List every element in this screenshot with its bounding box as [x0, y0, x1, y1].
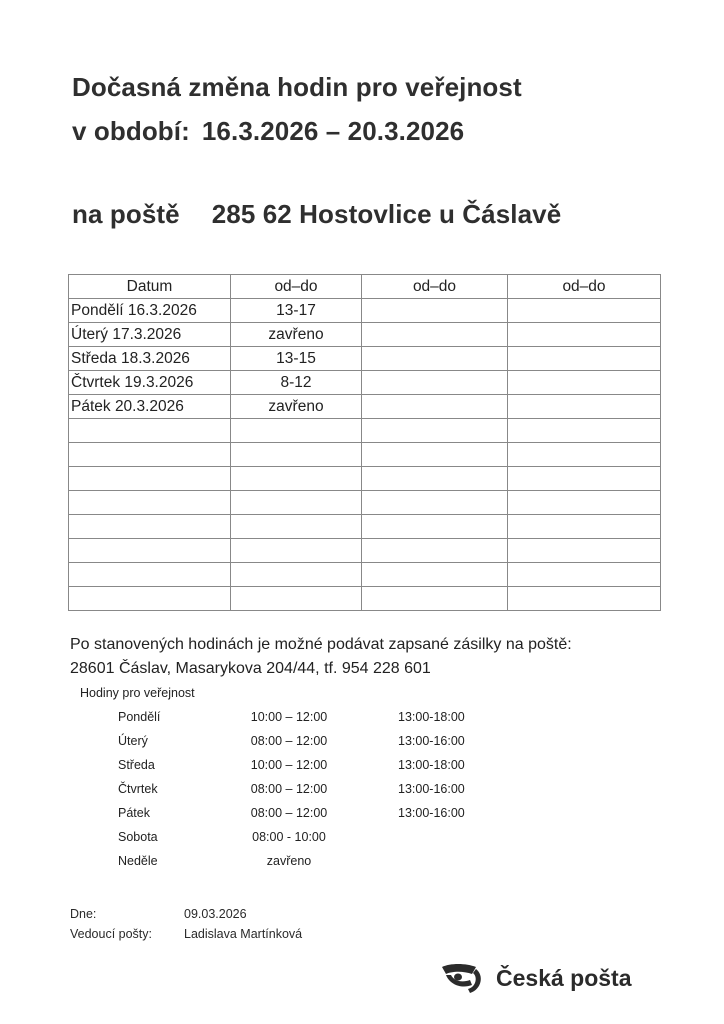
empty-cell [508, 467, 661, 491]
post-label: na poště [72, 199, 180, 229]
empty-table-row [69, 587, 661, 611]
cell-time-2 [362, 299, 508, 323]
schedule-day: Pátek [118, 806, 150, 820]
head-value: Ladislava Martínková [184, 927, 303, 941]
date-value: 09.03.2026 [184, 907, 247, 921]
date-label: Dne: [70, 907, 97, 921]
empty-table-row [69, 443, 661, 467]
empty-cell [508, 563, 661, 587]
cell-time-3 [508, 299, 661, 323]
header-time-2: od–do [362, 275, 508, 299]
schedule-time-1: zavřeno [266, 854, 312, 868]
schedule-time-2: 13:00-16:00 [398, 782, 465, 796]
table-row [69, 323, 661, 347]
page-title: Dočasná změna hodin pro veřejnost [72, 72, 522, 102]
empty-table-row [69, 467, 661, 491]
brand-name: Česká pošta [496, 964, 632, 991]
header-time-3: od–do [508, 275, 661, 299]
empty-cell [69, 419, 231, 443]
schedule-day: Středa [118, 758, 155, 772]
header-time-1: od–do [231, 275, 362, 299]
schedule-row [0, 830, 724, 850]
empty-cell [508, 539, 661, 563]
empty-cell [69, 491, 231, 515]
table-row [69, 395, 661, 419]
cell-time-3 [508, 395, 661, 419]
empty-cell [362, 467, 508, 491]
head-label: Vedoucí pošty: [70, 927, 153, 941]
empty-cell [231, 587, 362, 611]
empty-cell [508, 419, 661, 443]
cell-time-3 [508, 347, 661, 371]
schedule-time-2: 13:00-16:00 [398, 734, 465, 748]
empty-cell [69, 539, 231, 563]
empty-cell [231, 539, 362, 563]
post-office-line [72, 199, 561, 230]
empty-cell [362, 443, 508, 467]
schedule-time-2: 13:00-16:00 [398, 806, 465, 820]
empty-cell [69, 515, 231, 539]
empty-cell [69, 587, 231, 611]
period-label: v období: [72, 116, 190, 146]
period-value: 16.3.2026 – 20.3.2026 [201, 116, 465, 146]
empty-cell [508, 515, 661, 539]
table-header-row [69, 275, 661, 299]
header-date: Datum [69, 275, 231, 299]
empty-cell [362, 491, 508, 515]
table-row [69, 299, 661, 323]
empty-cell [362, 515, 508, 539]
info-text: Po stanovených hodinách je možné podávat zapsané zásilky na poště: [70, 636, 572, 653]
cell-time-2 [362, 371, 508, 395]
empty-cell [69, 443, 231, 467]
schedule-row [0, 806, 724, 826]
cell-date: Pátek 20.3.2026 [69, 395, 231, 419]
hours-table [68, 274, 661, 611]
schedule-time-1: 08:00 - 10:00 [252, 830, 326, 844]
schedule-time-1: 08:00 – 12:00 [250, 806, 328, 820]
schedule-day: Sobota [118, 830, 158, 844]
schedule-day: Úterý [118, 734, 148, 748]
posthorn-icon [436, 961, 488, 995]
cell-time-3 [508, 323, 661, 347]
table-row [69, 371, 661, 395]
post-office-name: 285 62 Hostovlice u Čáslavě [211, 199, 562, 229]
empty-cell [69, 467, 231, 491]
empty-cell [362, 587, 508, 611]
empty-cell [69, 563, 231, 587]
schedule-time-1: 10:00 – 12:00 [250, 710, 328, 724]
cell-time-1: zavřeno [231, 395, 362, 419]
schedule-row [0, 734, 724, 754]
empty-cell [231, 443, 362, 467]
empty-table-row [69, 515, 661, 539]
schedule-row [0, 758, 724, 778]
empty-table-row [69, 539, 661, 563]
schedule-row [0, 710, 724, 730]
empty-cell [508, 491, 661, 515]
alt-post-office-address: 28601 Čáslav, Masarykova 204/44, tf. 954 228 601 [70, 660, 431, 677]
cell-time-1: 13-15 [231, 347, 362, 371]
schedule-time-1: 10:00 – 12:00 [250, 758, 328, 772]
empty-table-row [69, 563, 661, 587]
empty-table-row [69, 419, 661, 443]
empty-cell [231, 491, 362, 515]
cell-date: Pondělí 16.3.2026 [69, 299, 231, 323]
empty-cell [231, 419, 362, 443]
cell-time-2 [362, 323, 508, 347]
period-line [72, 116, 464, 147]
schedule-time-2: 13:00-18:00 [398, 710, 465, 724]
cell-time-3 [508, 371, 661, 395]
cell-date: Úterý 17.3.2026 [69, 323, 231, 347]
cell-time-2 [362, 347, 508, 371]
schedule-time-2: 13:00-18:00 [398, 758, 465, 772]
cell-date: Středa 18.3.2026 [69, 347, 231, 371]
empty-cell [362, 539, 508, 563]
cell-date: Čtvrtek 19.3.2026 [69, 371, 231, 395]
schedule-day: Neděle [118, 854, 158, 868]
cell-time-1: 13-17 [231, 299, 362, 323]
schedule-day: Čtvrtek [118, 782, 158, 796]
empty-cell [362, 563, 508, 587]
schedule-row [0, 782, 724, 802]
empty-cell [231, 467, 362, 491]
cell-time-1: 8-12 [231, 371, 362, 395]
empty-cell [231, 515, 362, 539]
schedule-label: Hodiny pro veřejnost [80, 686, 195, 700]
empty-cell [508, 587, 661, 611]
cell-time-1: zavřeno [231, 323, 362, 347]
schedule-row [0, 854, 724, 874]
empty-table-row [69, 491, 661, 515]
empty-cell [362, 419, 508, 443]
schedule-time-1: 08:00 – 12:00 [250, 782, 328, 796]
brand-logo [436, 958, 656, 998]
empty-cell [231, 563, 362, 587]
cell-time-2 [362, 395, 508, 419]
table-row [69, 347, 661, 371]
schedule-time-1: 08:00 – 12:00 [250, 734, 328, 748]
schedule-day: Pondělí [118, 710, 161, 724]
empty-cell [508, 443, 661, 467]
